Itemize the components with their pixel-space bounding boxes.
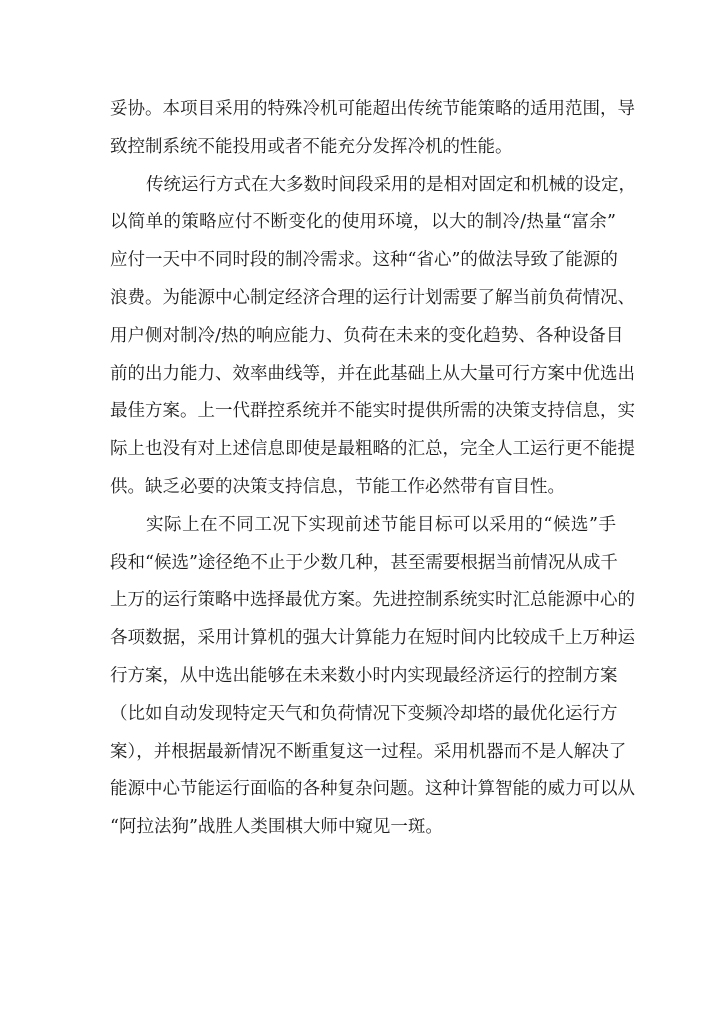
text-line: 上万的运行策略中选择最优方案。先进控制系统实时汇总能源中心的 — [110, 590, 635, 611]
text-line: 供。缺乏必要的决策支持信息，节能工作必然带有盲目性。 — [110, 476, 565, 497]
text-line: 妥协。本项目采用的特殊冷机可能超出传统节能策略的适用范围，导 — [110, 99, 635, 119]
body-text — [110, 91, 636, 847]
text-line: 行方案，从中选出能够在未来数小时内实现最经济运行的控制方案 — [110, 665, 618, 686]
text-line: 实际上在不同工况下实现前述节能目标可以采用的“候选”手 — [146, 514, 616, 535]
text-line: 最佳方案。上一代群控系统并不能实时提供所需的决策支持信息，实 — [110, 401, 635, 422]
text-line: 应付一天中不同时段的制冷需求。这种“省心”的做法导致了能源的 — [110, 250, 618, 271]
text-line: 案），并根据最新情况不断重复这一过程。采用机器而不是人解决了 — [110, 741, 627, 762]
text-line: “阿拉法狗”战胜人类围棋大师中窥见一斑。 — [110, 817, 443, 838]
text-line: 以简单的策略应付不断变化的使用环境，以大的制冷/热量“富余” — [110, 212, 616, 233]
text-line: （比如自动发现特定天气和负荷情况下变频冷却塔的最优化运行方 — [110, 703, 618, 724]
text-line: 浪费。为能源中心制定经济合理的运行计划需要了解当前负荷情况、 — [110, 287, 635, 308]
paragraph-2 — [110, 167, 636, 507]
paragraph-1 — [110, 91, 635, 167]
text-line: 致控制系统不能投用或者不能充分发挥冷机的性能。 — [110, 136, 513, 157]
text-line: 前的出力能力、效率曲线等，并在此基础上从大量可行方案中优选出 — [110, 363, 635, 384]
text-line: 传统运行方式在大多数时间段采用的是相对固定和机械的设定， — [146, 174, 636, 195]
paragraph-3 — [110, 507, 635, 847]
text-line: 用户侧对制冷/热的响应能力、负荷在未来的变化趋势、各种设备目 — [110, 325, 624, 346]
text-line: 段和“候选”途径绝不止于少数几种，甚至需要根据当前情况从成千 — [110, 552, 618, 573]
text-line: 际上也没有对上述信息即使是最粗略的汇总，完全人工运行更不能提 — [110, 439, 635, 460]
text-line: 能源中心节能运行面临的各种复杂问题。这种计算智能的威力可以从 — [110, 779, 635, 800]
text-line: 各项数据，采用计算机的强大计算能力在短时间内比较成千上万种运 — [110, 628, 635, 649]
